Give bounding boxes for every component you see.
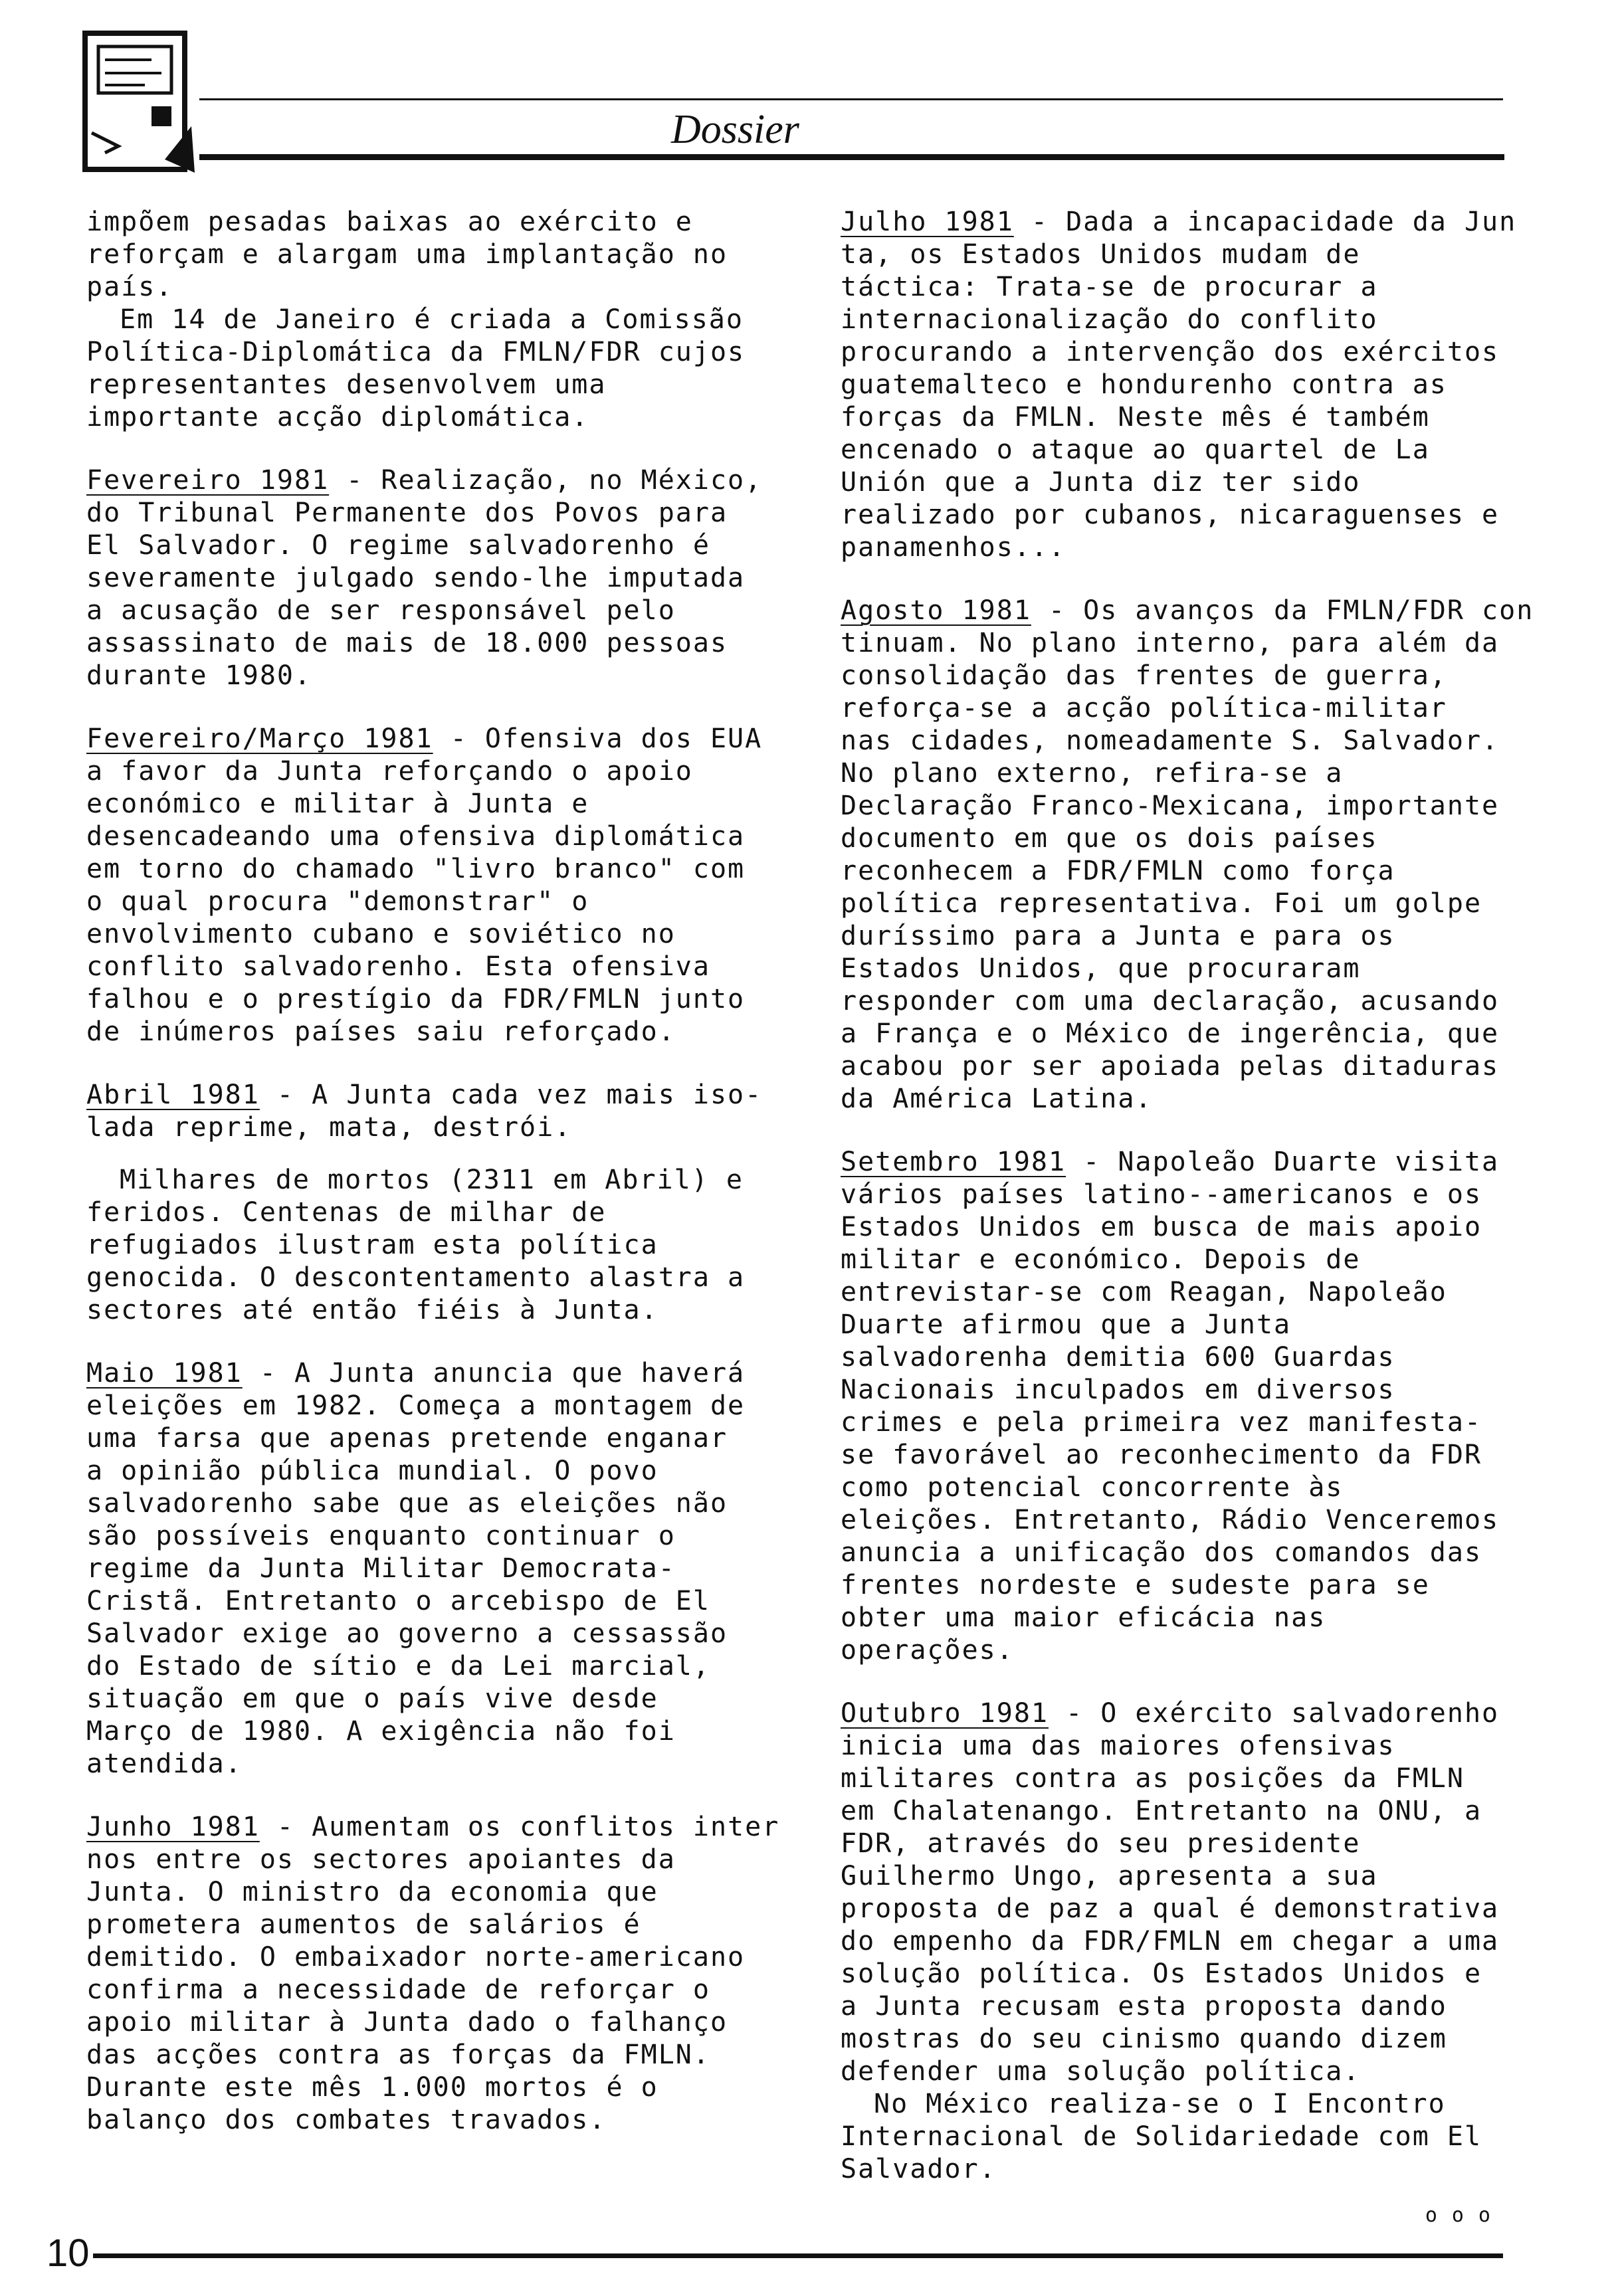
entry-extra-paragraph: No México realiza-se o I Encontro Internacional de Solidariedade com El Salvador. xyxy=(841,2089,1482,2184)
entry-date: Agosto 1981 xyxy=(841,595,1031,626)
chronology-entry xyxy=(86,1357,751,1780)
entry-lead: - Aumentam os conflitos inter xyxy=(276,1812,780,1842)
entry-lead: - Realização, no México, xyxy=(346,465,763,496)
entry-lead: - Ofensiva dos EUA xyxy=(450,723,763,754)
intro-paragraph: Em 14 de Janeiro é criada a Comissão Política-Diplomática da FMLN/FDR cujos representantes desenvolvem uma importante acção diplomática. xyxy=(86,304,746,432)
right-column xyxy=(841,206,1534,2262)
entry-date: Fevereiro/Março 1981 xyxy=(86,723,433,754)
entry-text: nos entre os sectores apoiantes da Junta. O ministro da economia que prometera aumentos de salários é demitido. O embaixador norte-americano confirma a necessidade de reforçar o apoio militar à Junta dado o falhanço das acções contra as forças da FMLN. Durante este mês 1.000 mortos é o balanço dos combates travados. xyxy=(86,1844,746,2135)
entry-lead: - Dada a incapacidade da Jun xyxy=(1031,207,1517,237)
entry-text: a favor da Junta reforçando o apoio económico e militar à Junta e desencadeando uma ofensiva diplomática em torno do chamado "livro branco" com o qual procura "demonstrar" o envolvimento cubano e soviético no conflito salvadorenho. Esta ofensiva falhou e o prestígio da FDR/FMLN junto de inúmeros países saiu reforçado. xyxy=(86,756,746,1047)
entry-text: eleições em 1982. Começa a montagem de uma farsa que apenas pretende enganar a opinião pública mundial. O povo salvadorenho sabe que as eleições não são possíveis enquanto continuar o regime da Junta Militar Democrata-Cristã. Entretanto o arcebispo de El Salvador exige ao governo a cessassão do Estado de sítio e da Lei marcial, situação em que o país vive desde Março de 1980. A exigência não foi atendida. xyxy=(86,1390,746,1779)
entry-text: tinuam. No plano interno, para além da consolidação das frentes de guerra, reforça-se a acção política-militar nas cidades, nomeadamente S. Salvador. No plano externo, refira-se a Declaração Franco-Mexicana, importante documento em que os dois países reconhecem a FDR/FMLN como força política representativa. Foi um golpe duríssimo para a Junta e para os Estados Unidos, que procuraram responder com uma declaração, acusando a França e o México de ingerência, que acabou por ser apoiada pelas ditaduras da América Latina. xyxy=(841,628,1500,1114)
entry-lead: - A Junta anuncia que haverá xyxy=(259,1358,746,1388)
chronology-entry xyxy=(841,595,1534,1115)
entry-lead: - Napoleão Duarte visita xyxy=(1083,1147,1500,1177)
entry-date: Abril 1981 xyxy=(86,1080,260,1110)
chronology-entry xyxy=(86,1079,763,1327)
entry-lead: - Os avanços da FMLN/FDR con xyxy=(1049,595,1534,626)
footer-rule xyxy=(93,2253,1503,2258)
newspaper-logo-icon xyxy=(78,27,198,179)
page-number: 10 xyxy=(47,2232,90,2275)
entry-date: Julho 1981 xyxy=(841,207,1014,237)
entry-date: Fevereiro 1981 xyxy=(86,465,330,496)
entry-extra-paragraph: Milhares de mortos (2311 em Abril) e feridos. Centenas de milhar de refugiados ilustram esta política genocida. O descontentamento alastra a sectores até então fiéis à Junta. xyxy=(86,1165,746,1325)
entry-date: Maio 1981 xyxy=(86,1358,243,1388)
intro-paragraph: impõem pesadas baixas ao exército e reforçam e alargam uma implantação no país. xyxy=(86,207,728,302)
chronology-entry xyxy=(86,464,763,692)
entry-lead: - A Junta cada vez mais iso- xyxy=(276,1080,763,1110)
left-column xyxy=(86,206,780,2167)
chronology-entry xyxy=(86,1811,780,2137)
end-mark: ooo xyxy=(1425,2204,1505,2227)
entry-date: Setembro 1981 xyxy=(841,1147,1066,1177)
chronology-entry xyxy=(86,723,763,1048)
entry-text: do Tribunal Permanente dos Povos para El Salvador. O regime salvadorenho é severamente julgado sendo-lhe imputada a acusação de ser responsável pelo assassinato de mais de 18.000 pessoas durante 1980. xyxy=(86,498,746,691)
chronology-entry xyxy=(841,206,1517,564)
header-rule xyxy=(199,154,1504,160)
entry-date: Junho 1981 xyxy=(86,1812,260,1842)
chronology-entry xyxy=(841,1146,1505,1667)
section-title: Dossier xyxy=(671,107,799,152)
entry-text: lada reprime, mata, destrói. xyxy=(86,1112,572,1143)
chronology-entry xyxy=(841,1697,1505,2232)
entry-text: inicia uma das maiores ofensivas militares contra as posições da FMLN em Chalatenango. Entretanto na ONU, a FDR, através do seu presidente Guilhermo Ungo, apresenta a sua proposta de paz a qual é demonstrativa do empenho da FDR/FMLN em chegar a uma solução política. Os Estados Unidos e a Junta recusam esta proposta dando mostras do seu cinismo quando dizem defender uma solução política. xyxy=(841,1731,1500,2087)
header-thin-rule xyxy=(199,98,1503,100)
entry-text: ta, os Estados Unidos mudam de táctica: Trata-se de procurar a internacionalização do conflito procurando a intervenção dos exércitos guatemalteco e hondurenho contra as forças da FMLN. Neste mês é também encenado o ataque ao quartel de La Unión que a Junta diz ter sido realizado por cubanos, nicaraguenses e panamenhos... xyxy=(841,239,1500,563)
entry-lead: - O exército salvadorenho xyxy=(1066,1698,1500,1729)
entry-date: Outubro 1981 xyxy=(841,1698,1049,1729)
intro-block xyxy=(86,206,751,434)
entry-text: vários países latino--americanos e os Estados Unidos em busca de mais apoio militar e económico. Depois de entrevistar-se com Reagan, Napoleão Duarte afirmou que a Junta salvadorenha demitia 600 Guardas Nacionais inculpados em diversos crimes e pela primeira vez manifesta-se favorável ao reconhecimento da FDR como potencial concorrente às eleições. Entretanto, Rádio Venceremos anuncia a unificação dos comandos das frentes nordeste e sudeste para se obter uma maior eficácia nas operações. xyxy=(841,1179,1500,1666)
